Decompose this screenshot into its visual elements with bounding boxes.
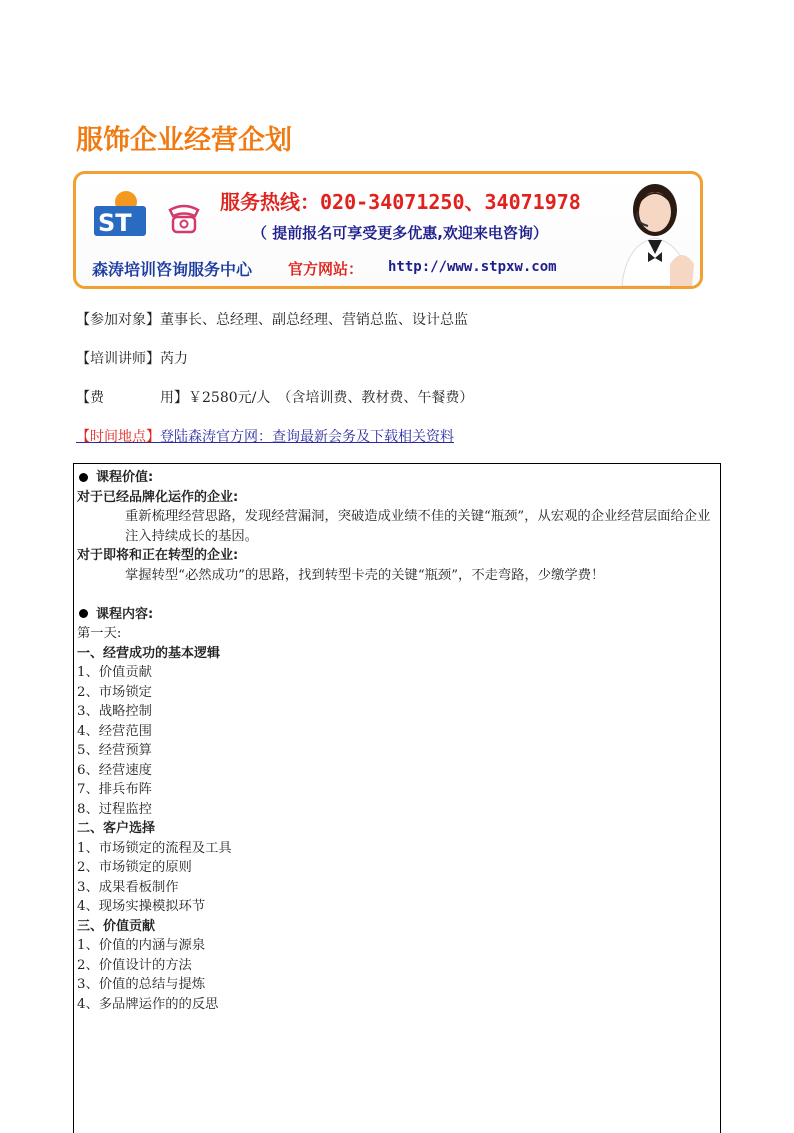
- list-item: 4、经营范围: [77, 723, 152, 739]
- list-item: 1、价值的内涵与源泉: [77, 938, 206, 953]
- page-title: 服饰企业经营企划: [76, 125, 292, 156]
- value-a-heading: 对于已经品牌化运作的企业:: [77, 489, 239, 505]
- stpx-logo-icon: [90, 188, 152, 240]
- section-title: 一、经营成功的基本逻辑: [77, 645, 221, 661]
- fee-key: 【费 用】: [76, 390, 188, 406]
- list-item: 2、市场锁定: [77, 684, 152, 700]
- hotline-note: （ 提前报名可享受更多优惠,欢迎来电咨询）: [252, 224, 548, 242]
- list-item: 1、价值贡献: [77, 665, 152, 680]
- list-item: 3、成果看板制作: [77, 879, 179, 895]
- time-place-value: 登陆森涛官方网：查询最新会务及下载相关资料: [160, 429, 454, 445]
- section-title: 二、客户选择: [77, 821, 156, 836]
- teacher-line: 【培训讲师】芮力: [76, 351, 188, 367]
- hotline-text: 服务热线：020-34071250、34071978: [220, 190, 581, 214]
- list-item: 5、经营预算: [77, 743, 152, 758]
- list-item: 3、价值的总结与提炼: [77, 977, 206, 992]
- list-item: 8、过程监控: [77, 801, 152, 817]
- list-item: 2、市场锁定的原则: [77, 860, 192, 875]
- list-item: 4、多品牌运作的的反思: [77, 996, 219, 1012]
- list-item: 7、排兵布阵: [77, 782, 152, 797]
- site-label: 官方网站：: [288, 260, 364, 278]
- course-content-heading: 课程内容:: [77, 605, 716, 625]
- list-item: 3、战略控制: [77, 704, 152, 719]
- bullet-icon: [79, 473, 88, 482]
- site-url-link[interactable]: http://www.stpxw.com: [388, 259, 557, 275]
- list-item: 1、市场锁定的流程及工具: [77, 840, 232, 856]
- day-one-label: 第一天:: [77, 626, 122, 641]
- time-place-key: 【时间地点】: [76, 429, 160, 445]
- fee-value: ￥2580元/人 （含培训费、教材费、午餐费）: [188, 390, 474, 406]
- section-title: 三、价值贡献: [77, 918, 156, 934]
- course-content-box: [73, 463, 721, 1133]
- audience-line: 【参加对象】董事长、总经理、副总经理、营销总监、设计总监: [76, 312, 468, 328]
- list-item: 6、经营速度: [77, 762, 152, 778]
- customer-service-agent-image: [612, 174, 698, 286]
- fee-line: [76, 387, 473, 407]
- value-b-text: 掌握转型“必然成功”的思路，找到转型卡壳的关键“瓶颈”，不走弯路，少缴学费！: [125, 567, 605, 583]
- svg-text:ST: ST: [98, 209, 132, 237]
- time-place-link[interactable]: [76, 426, 454, 446]
- org-name: 森涛培训咨询服务中心: [92, 260, 253, 279]
- bullet-icon: [79, 609, 88, 618]
- list-item: 4、现场实操模拟环节: [77, 899, 206, 914]
- training-banner[interactable]: [73, 171, 703, 289]
- list-item: 2、价值设计的方法: [77, 957, 192, 973]
- value-a-text: 重新梳理经营思路，发现经营漏洞，突破造成业绩不佳的关键“瓶颈”，从宏观的企业经营层面给企业注入持续成长的基因。: [125, 509, 711, 544]
- value-b-heading: 对于即将和正在转型的企业:: [77, 548, 239, 563]
- course-value-heading: 课程价值:: [77, 468, 716, 488]
- telephone-icon: [164, 202, 204, 236]
